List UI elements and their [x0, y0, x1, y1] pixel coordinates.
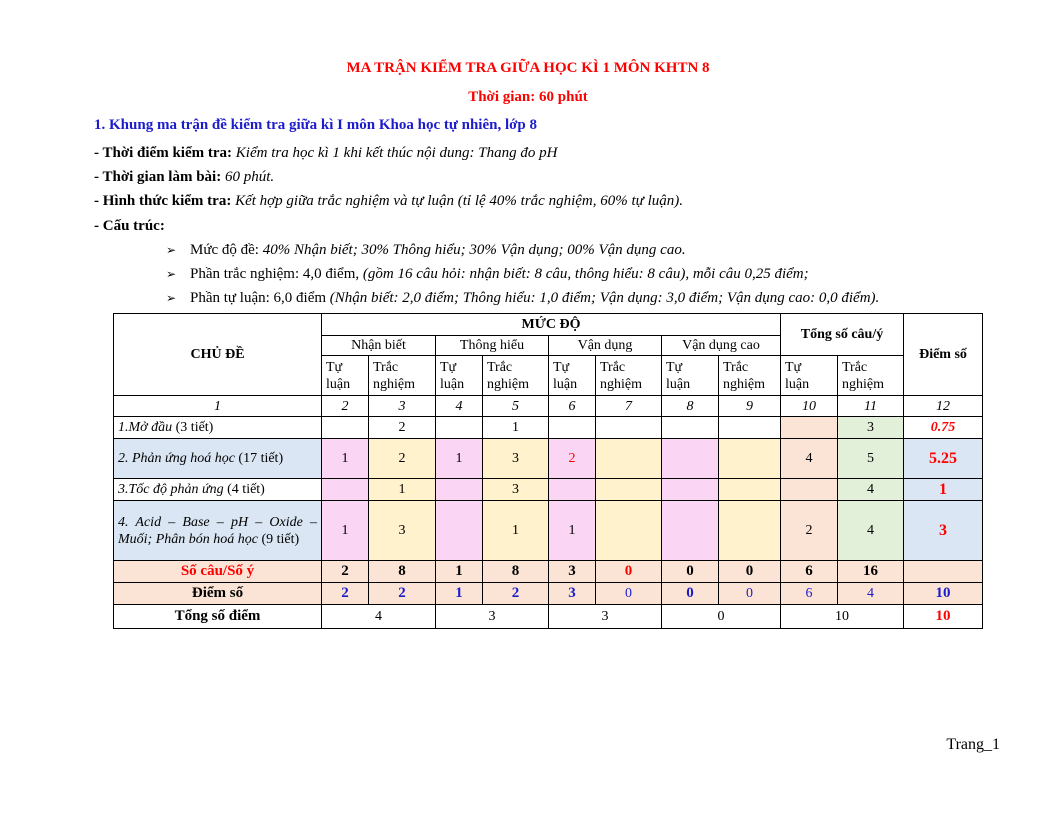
arrow-bullet-icon: ➢ [166, 243, 177, 257]
cell: 10 [781, 605, 904, 629]
page-number: Trang_1 [946, 736, 1000, 753]
info-line-structure [94, 218, 165, 235]
topic-cell: 4. Acid – Base – pH – Oxide –Muối; Phân bón hoá học (9 tiết) [114, 501, 322, 561]
so-cau-label: Số câu/Số ý [114, 561, 322, 583]
header-diem-so: Điểm số [904, 314, 983, 396]
cell: 1 [436, 561, 483, 583]
cell: 0 [719, 583, 781, 605]
info-line-duration [94, 169, 274, 186]
header-chu-de: CHỦ ĐỀ [114, 314, 322, 396]
info-value: Kiểm tra học kì 1 khi kết thúc nội dung: Thang đo pH [235, 145, 558, 161]
cell: 3 [549, 561, 596, 583]
cell: 1 [322, 501, 369, 561]
cell [662, 439, 719, 479]
header-trac-nghiem: Trắc nghiệm [596, 356, 662, 396]
bullet-lead: Phần trắc nghiệm: 4,0 điểm, [190, 266, 360, 282]
table-row [114, 501, 983, 561]
cell [322, 417, 369, 439]
cell: 1 [483, 501, 549, 561]
bullet-detail: (gồm 16 câu hỏi: nhận biết: 8 câu, thông hiểu: 8 câu), mỗi câu 0,25 điểm; [362, 266, 809, 282]
info-line-time [94, 145, 557, 162]
score-cell: 3 [904, 501, 983, 561]
bullet-level [166, 242, 686, 259]
header-trac-nghiem: Trắc nghiệm [369, 356, 436, 396]
header-level: Nhận biết [322, 336, 436, 356]
cell [322, 479, 369, 501]
col-number: 2 [322, 396, 369, 417]
topic-cell: 3.Tốc độ phản ứng (4 tiết) [114, 479, 322, 501]
col-number: 12 [904, 396, 983, 417]
header-trac-nghiem: Trắc nghiệm [838, 356, 904, 396]
cell: 2 [483, 583, 549, 605]
cell: 8 [483, 561, 549, 583]
diem-row [114, 583, 983, 605]
exam-matrix-table [113, 313, 983, 629]
topic-cell: 1.Mở đầu (3 tiết) [114, 417, 322, 439]
cell [719, 439, 781, 479]
cell: 2 [322, 583, 369, 605]
cell: 3 [436, 605, 549, 629]
document-title: MA TRẬN KIỂM TRA GIỮA HỌC KÌ 1 MÔN KHTN 8 [346, 60, 710, 76]
table-row [114, 479, 983, 501]
header-muc-do: MỨC ĐỘ [322, 314, 781, 336]
cell [781, 417, 838, 439]
info-line-format [94, 193, 683, 210]
topic-cell: 2. Phản ứng hoá học (17 tiết) [114, 439, 322, 479]
cell: 3 [549, 605, 662, 629]
cell [549, 479, 596, 501]
cell [781, 479, 838, 501]
header-tu-luan: Tự luận [322, 356, 369, 396]
cell: 3 [483, 479, 549, 501]
cell: 4 [781, 439, 838, 479]
col-number: 8 [662, 396, 719, 417]
cell: 2 [369, 439, 436, 479]
cell: 3 [838, 417, 904, 439]
cell: 0 [596, 583, 662, 605]
col-number: 11 [838, 396, 904, 417]
cell: 3 [369, 501, 436, 561]
cell [662, 501, 719, 561]
cell: 2 [369, 583, 436, 605]
score-cell: 0.75 [904, 417, 983, 439]
col-number: 6 [549, 396, 596, 417]
bullet-detail: 40% Nhận biết; 30% Thông hiểu; 30% Vận dụng; 00% Vận dụng cao. [262, 242, 686, 258]
header-tu-luan: Tự luận [436, 356, 483, 396]
cell: 6 [781, 583, 838, 605]
header-tu-luan: Tự luận [781, 356, 838, 396]
cell: 10 [904, 605, 983, 629]
col-number: 4 [436, 396, 483, 417]
info-value: 60 phút. [224, 169, 275, 185]
cell: 0 [596, 561, 662, 583]
col-number: 10 [781, 396, 838, 417]
score-cell: 1 [904, 479, 983, 501]
diem-label: Điểm số [114, 583, 322, 605]
bullet-multiple-choice [166, 266, 809, 283]
bullet-lead: Mức độ đề: [190, 242, 259, 258]
cell: 0 [662, 561, 719, 583]
info-label: - Hình thức kiểm tra: [94, 193, 232, 209]
section-heading: 1. Khung ma trận đề kiểm tra giữa kì I môn Khoa học tự nhiên, lớp 8 [94, 117, 538, 133]
header-tu-luan: Tự luận [549, 356, 596, 396]
header-tu-luan: Tự luận [662, 356, 719, 396]
cell: 1 [483, 417, 549, 439]
cell [436, 501, 483, 561]
so-cau-row [114, 561, 983, 583]
cell [596, 439, 662, 479]
header-level: Thông hiểu [436, 336, 549, 356]
cell: 0 [662, 583, 719, 605]
cell: 1 [549, 501, 596, 561]
header-trac-nghiem: Trắc nghiệm [483, 356, 549, 396]
info-label: - Thời điểm kiểm tra: [94, 145, 233, 161]
cell: 4 [838, 479, 904, 501]
header-level: Vận dụng cao [662, 336, 781, 356]
cell: 8 [369, 561, 436, 583]
col-number: 1 [114, 396, 322, 417]
tong-diem-label: Tổng số điểm [114, 605, 322, 629]
cell [662, 417, 719, 439]
document-subtitle: Thời gian: 60 phút [468, 89, 588, 105]
cell [596, 501, 662, 561]
cell [662, 479, 719, 501]
col-number: 5 [483, 396, 549, 417]
header-tong-so-cau: Tổng số câu/ý [781, 314, 904, 356]
cell: 2 [549, 439, 596, 479]
cell [596, 479, 662, 501]
cell [719, 479, 781, 501]
cell: 5 [838, 439, 904, 479]
arrow-bullet-icon: ➢ [166, 291, 177, 305]
cell: 10 [904, 583, 983, 605]
cell: 1 [436, 439, 483, 479]
table-row [114, 439, 983, 479]
cell: 1 [436, 583, 483, 605]
cell: 2 [322, 561, 369, 583]
cell [719, 417, 781, 439]
cell [436, 479, 483, 501]
cell: 1 [322, 439, 369, 479]
cell: 6 [781, 561, 838, 583]
cell [904, 561, 983, 583]
cell: 3 [549, 583, 596, 605]
col-number: 9 [719, 396, 781, 417]
tong-diem-row [114, 605, 983, 629]
table-row [114, 417, 983, 439]
info-label: - Thời gian làm bài: [94, 169, 222, 185]
col-number: 7 [596, 396, 662, 417]
cell: 16 [838, 561, 904, 583]
header-trac-nghiem: Trắc nghiệm [719, 356, 781, 396]
bullet-lead: Phần tự luận: 6,0 điểm [190, 290, 327, 306]
cell: 4 [838, 583, 904, 605]
cell: 1 [369, 479, 436, 501]
cell: 2 [781, 501, 838, 561]
info-value: Kết hợp giữa trắc nghiệm và tự luận (tỉ lệ 40% trắc nghiệm, 60% tự luận). [235, 193, 683, 209]
score-cell: 5.25 [904, 439, 983, 479]
cell: 0 [719, 561, 781, 583]
cell: 4 [838, 501, 904, 561]
bullet-essay [166, 290, 879, 307]
arrow-bullet-icon: ➢ [166, 267, 177, 281]
col-number: 3 [369, 396, 436, 417]
cell: 3 [483, 439, 549, 479]
cell: 0 [662, 605, 781, 629]
cell: 4 [322, 605, 436, 629]
cell [719, 501, 781, 561]
bullet-detail: (Nhận biết: 2,0 điểm; Thông hiểu: 1,0 điểm; Vận dụng: 3,0 điểm; Vận dụng cao: 0,0 điểm). [329, 290, 880, 306]
header-level: Vận dụng [549, 336, 662, 356]
cell [549, 417, 596, 439]
cell [596, 417, 662, 439]
cell [436, 417, 483, 439]
cell: 2 [369, 417, 436, 439]
info-label: - Cấu trúc: [94, 218, 165, 234]
column-number-row [114, 396, 983, 417]
